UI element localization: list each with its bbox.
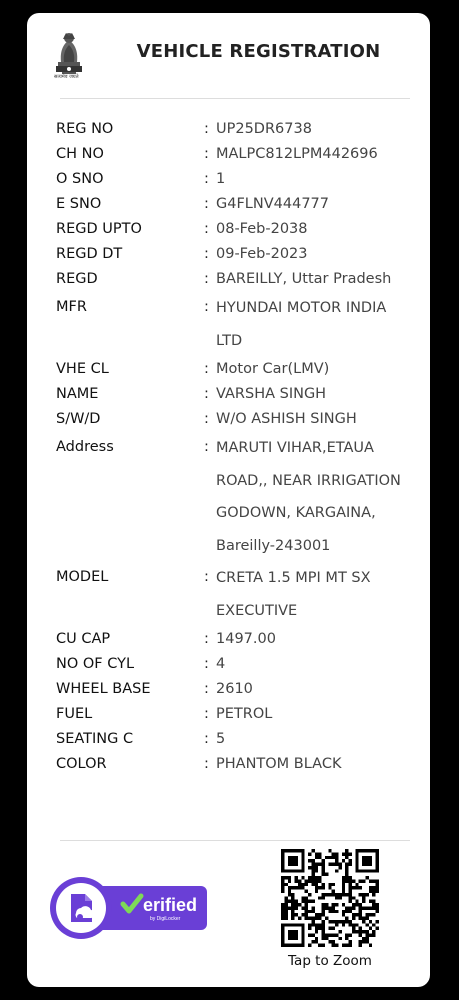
detail-row [56, 217, 416, 242]
detail-value-line: LTD [216, 332, 243, 349]
bottom-divider [60, 840, 410, 841]
detail-row [56, 627, 416, 652]
detail-label: VHE CL [56, 361, 109, 377]
detail-label: COLOR [56, 756, 107, 772]
detail-label: WHEEL BASE [56, 681, 151, 697]
detail-value: 1 [216, 171, 226, 187]
detail-row [56, 357, 416, 382]
detail-row [56, 142, 416, 167]
detail-colon: : [204, 731, 209, 747]
detail-row [56, 677, 416, 702]
detail-value-line: CRETA 1.5 MPI MT SX [216, 570, 371, 586]
detail-colon: : [204, 146, 209, 162]
detail-value: 5 [216, 731, 226, 747]
detail-colon: : [204, 221, 209, 237]
verified-subtext: by DigiLocker [150, 916, 181, 922]
detail-colon: : [204, 631, 209, 647]
detail-label: REGD DT [56, 246, 123, 262]
registration-card [27, 13, 430, 987]
detail-value: BAREILLY, Uttar Pradesh [216, 271, 392, 287]
detail-value-line: EXECUTIVE [216, 602, 298, 619]
detail-label: CU CAP [56, 631, 111, 647]
detail-value-line: ROAD,, NEAR IRRIGATION [216, 472, 401, 489]
tap-to-zoom-label[interactable]: Tap to Zoom [288, 953, 372, 969]
detail-row [56, 752, 416, 777]
detail-colon: : [204, 569, 209, 585]
detail-label: S/W/D [56, 411, 101, 427]
details-list [56, 117, 416, 777]
detail-colon: : [204, 681, 209, 697]
detail-row [56, 192, 416, 217]
detail-label: NAME [56, 386, 99, 402]
detail-value: 4 [216, 656, 226, 672]
detail-colon: : [204, 656, 209, 672]
detail-colon: : [204, 439, 209, 455]
detail-value-line: GODOWN, KARGAINA, [216, 505, 376, 521]
detail-label: E SNO [56, 196, 102, 212]
detail-row [56, 407, 416, 432]
detail-label: Address [56, 439, 114, 455]
detail-colon: : [204, 386, 209, 402]
detail-row [56, 242, 416, 267]
detail-colon: : [204, 121, 209, 137]
detail-label: MFR [56, 299, 87, 315]
detail-value [216, 292, 416, 357]
detail-colon: : [204, 706, 209, 722]
detail-label: SEATING C [56, 731, 134, 747]
detail-value: W/O ASHISH SINGH [216, 411, 357, 427]
emblem-caption: सत्यमेव जयते [54, 74, 79, 80]
page-title: VEHICLE REGISTRATION [136, 41, 381, 62]
ashoka-emblem-icon [52, 29, 86, 79]
detail-value [216, 562, 416, 627]
detail-label: CH NO [56, 146, 104, 162]
detail-value: UP25DR6738 [216, 121, 312, 137]
detail-value [216, 432, 416, 562]
verified-text: erified [143, 895, 198, 915]
detail-value: 2610 [216, 681, 253, 697]
detail-colon: : [204, 756, 209, 772]
detail-value: 09-Feb-2023 [216, 246, 308, 262]
detail-colon: : [204, 246, 209, 262]
detail-value-line: HYUNDAI MOTOR INDIA [216, 300, 387, 316]
detail-row [56, 292, 416, 357]
detail-row [56, 267, 416, 292]
detail-label: REG NO [56, 121, 114, 137]
detail-row [56, 652, 416, 677]
detail-value: VARSHA SINGH [216, 386, 327, 402]
detail-colon: : [204, 411, 209, 427]
detail-label: NO OF CYL [56, 656, 135, 672]
digilocker-verified-badge [49, 876, 209, 941]
detail-value-line: MARUTI VIHAR,ETAUA [216, 440, 374, 456]
detail-value: Motor Car(LMV) [216, 361, 330, 377]
detail-row [56, 382, 416, 407]
detail-value-line: Bareilly-243001 [216, 537, 331, 554]
detail-value: G4FLNV444777 [216, 196, 329, 212]
detail-value: PETROL [216, 706, 273, 722]
detail-value: 1497.00 [216, 631, 276, 647]
detail-row [56, 562, 416, 627]
detail-value: MALPC812LPM442696 [216, 146, 378, 162]
detail-colon: : [204, 171, 209, 187]
detail-row [56, 117, 416, 142]
top-divider [60, 98, 410, 99]
detail-colon: : [204, 361, 209, 377]
detail-label: REGD [56, 271, 98, 287]
detail-row [56, 432, 416, 562]
detail-colon: : [204, 299, 209, 315]
detail-label: O SNO [56, 171, 104, 187]
detail-label: MODEL [56, 569, 109, 585]
detail-colon: : [204, 271, 209, 287]
detail-value: PHANTOM BLACK [216, 756, 342, 772]
detail-row [56, 727, 416, 752]
detail-label: REGD UPTO [56, 221, 142, 237]
detail-label: FUEL [56, 706, 93, 722]
detail-row [56, 702, 416, 727]
detail-value: 08-Feb-2038 [216, 221, 308, 237]
detail-colon: : [204, 196, 209, 212]
detail-row [56, 167, 416, 192]
qr-code[interactable] [281, 849, 379, 947]
